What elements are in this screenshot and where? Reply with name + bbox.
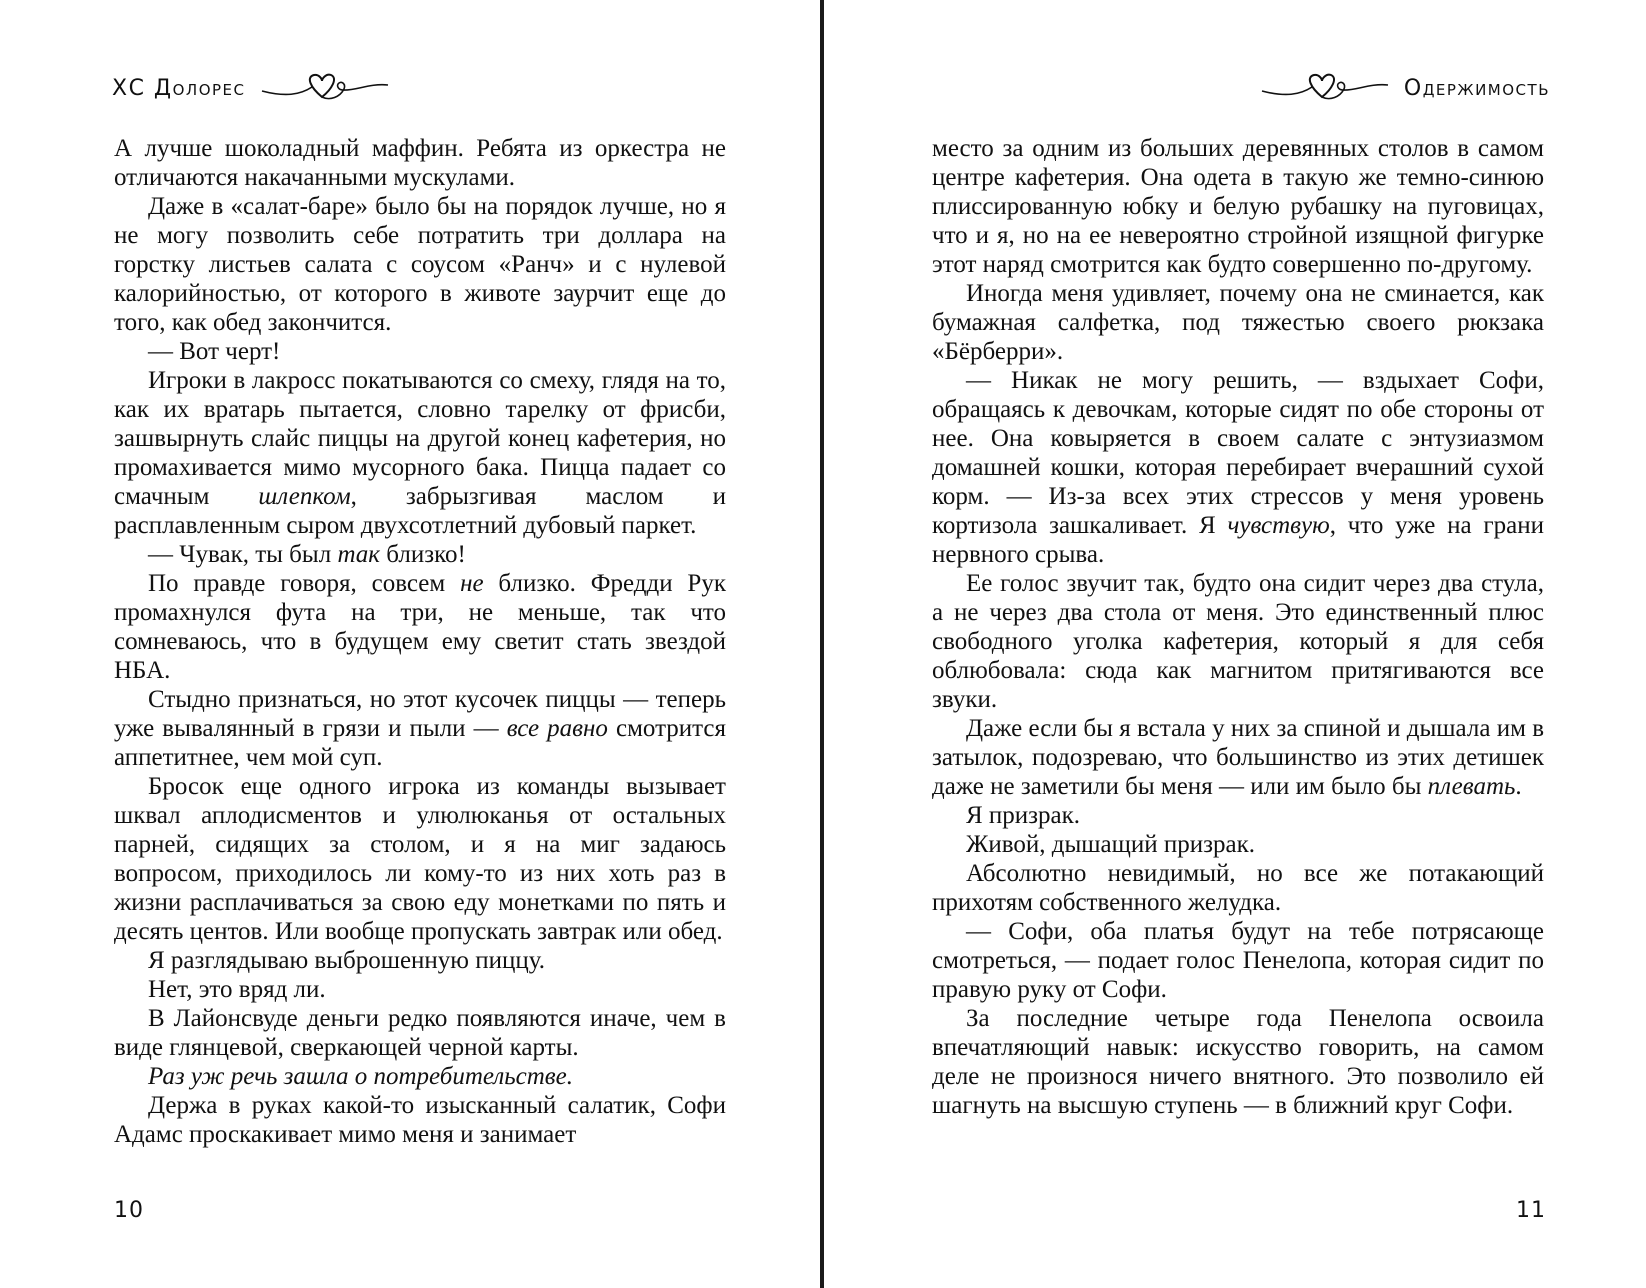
- book-spine: [820, 0, 824, 1288]
- paragraph: [932, 1004, 1544, 1120]
- text-run: , забрызгивая маслом и расплавленным сыром двухсотлетний дубовый паркет.: [114, 483, 726, 539]
- paragraph: [114, 1062, 726, 1091]
- paragraph: [114, 1004, 726, 1062]
- paragraph: [932, 366, 1544, 569]
- paragraph: [114, 975, 726, 1004]
- paragraph: [114, 540, 726, 569]
- text-run: В Лайонсвуде деньги редко появляются иначе, чем в виде глянцевой, сверкающей черной карты.: [114, 1005, 726, 1061]
- italic-text: Раз уж речь зашла о потребительстве.: [148, 1063, 573, 1090]
- text-run: Стыдно признаться, но этот кусочек пиццы — теперь уже вывалянный в грязи и пыли —: [114, 686, 726, 742]
- text-run: , что уже на грани нервного срыва.: [932, 512, 1545, 568]
- italic-text: чувствую: [1227, 512, 1330, 539]
- text-run: место за одним из больших деревянных столов в самом центре кафетерия. Она одета в такую же темно-синюю плиссированную юбку и белую рубашку на пуговицах, что и я, но на ее невероятно стройной изящной фигурке этот наряд смотрится как будто совершенно по-другому.: [932, 135, 1544, 278]
- paragraph: [932, 859, 1544, 917]
- text-run: Я призрак.: [966, 802, 1081, 829]
- author-name: ХС Долорес: [112, 75, 246, 101]
- paragraph: [932, 569, 1544, 714]
- running-header-left: [112, 64, 404, 112]
- paragraph: [114, 337, 726, 366]
- paragraph: [932, 830, 1544, 859]
- running-header-right: [1246, 64, 1550, 112]
- text-run: По правде говоря, совсем: [148, 570, 461, 597]
- text-run: Абсолютно невидимый, но все же потакающий прихотям собственного желудка.: [932, 860, 1544, 916]
- text-run: Игроки в лакросс покатываются со смеху, глядя на то, как их вратарь пытается, словно тарелку от фрисби, зашвырнуть слайс пиццы на другой конец кафетерия, но промахивается мимо мусорного бака. Пицца падает со смачным: [114, 367, 726, 510]
- text-run: Даже если бы я встала у них за спиной и дышала им в затылок, подозреваю, что большинство из этих детишек даже не заметили бы меня — или им было бы: [932, 715, 1544, 800]
- paragraph: [114, 1091, 726, 1149]
- italic-text: все равно: [506, 715, 608, 742]
- paragraph: [114, 366, 726, 540]
- paragraph: [932, 714, 1544, 801]
- italic-text: плевать: [1427, 773, 1516, 800]
- paragraph: [114, 772, 726, 946]
- paragraph: [932, 801, 1544, 830]
- text-run: Я разглядываю выброшенную пиццу.: [148, 947, 545, 974]
- text-run: близко!: [380, 541, 466, 568]
- text-run: — Софи, оба платья будут на тебе потрясающе смотреться, — подает голос Пенелопа, которая сидит по правую руку от Софи.: [932, 918, 1544, 1003]
- text-run: близко. Фредди Рук промахнулся фута на три, не меньше, так что сомневаюсь, что в будущем ему светит стать звездой НБА.: [114, 570, 726, 684]
- paragraph: [932, 279, 1544, 366]
- text-run: — Чувак, ты был: [148, 541, 338, 568]
- paragraph: [114, 946, 726, 975]
- paragraph: [114, 685, 726, 772]
- book-title: Одержимость: [1403, 75, 1550, 101]
- paragraph: [114, 134, 726, 192]
- paragraph: [114, 192, 726, 337]
- paragraph: [932, 917, 1544, 1004]
- italic-text: не: [460, 570, 484, 597]
- body-text-right: [932, 134, 1544, 1120]
- text-run: Ее голос звучит так, будто она сидит через два стула, а не через два стола от меня. Это единственный плюс свободного уголка кафетерия, который я для себя облюбовала: сюда как магнитом притягиваются все звуки.: [932, 570, 1544, 713]
- text-run: Нет, это вряд ли.: [148, 976, 326, 1003]
- text-run: Держа в руках какой-то изысканный салатик, Софи Адамс проскакивает мимо меня и занимает: [114, 1092, 726, 1148]
- paragraph: [932, 134, 1544, 279]
- italic-text: так: [337, 541, 380, 568]
- italic-text: шлепком: [258, 483, 351, 510]
- heart-swirl-icon: [1260, 67, 1390, 109]
- text-run: Живой, дышащий призрак.: [966, 831, 1256, 858]
- page-number-left: 10: [114, 1198, 144, 1223]
- text-run: Иногда меня удивляет, почему она не сминается, как бумажная салфетка, под тяжестью своего рюкзака «Бёрберри».: [932, 280, 1544, 365]
- text-run: .: [1515, 773, 1522, 800]
- text-run: Даже в «салат-баре» было бы на порядок лучше, но я не могу позволить себе потратить три доллара на горстку листьев салата с соусом «Ранч» и с нулевой калорийностью, от которого в животе заурчит еще до того, как обед закончится.: [114, 193, 726, 336]
- text-run: — Никак не могу решить, — вздыхает Софи, обращаясь к девочкам, которые сидят по обе стороны от нее. Она ковыряется в своем салате с энтузиазмом домашней кошки, которая перебирает вчерашний сухой корм. — Из-за всех этих стрессов у меня уровень кортизола зашкаливает. Я: [932, 367, 1544, 539]
- text-run: — Вот черт!: [148, 338, 281, 365]
- body-text-left: [114, 134, 726, 1149]
- heart-swirl-icon: [260, 67, 390, 109]
- right-page: [826, 0, 1646, 1288]
- text-run: А лучше шоколадный маффин. Ребята из оркестра не отличаются накачанными мускулами.: [114, 135, 726, 191]
- left-page: [0, 0, 820, 1288]
- text-run: Бросок еще одного игрока из команды вызывает шквал аплодисментов и улюлюканья от остальных парней, сидящих за столом, и я на миг задаюсь вопросом, приходилось ли кому-то из них хоть раз в жизни расплачиваться за свою еду монетками по пять и десять центов. Или вообще пропускать завтрак или обед.: [114, 773, 726, 945]
- text-run: смотрится аппетитнее, чем мой суп.: [114, 715, 727, 771]
- paragraph: [114, 569, 726, 685]
- text-run: За последние четыре года Пенелопа освоила впечатляющий навык: искусство говорить, на самом деле не произнося ничего внятного. Это позволило ей шагнуть на высшую ступень — в ближний круг Софи.: [932, 1005, 1544, 1119]
- page-number-right: 11: [1516, 1198, 1546, 1223]
